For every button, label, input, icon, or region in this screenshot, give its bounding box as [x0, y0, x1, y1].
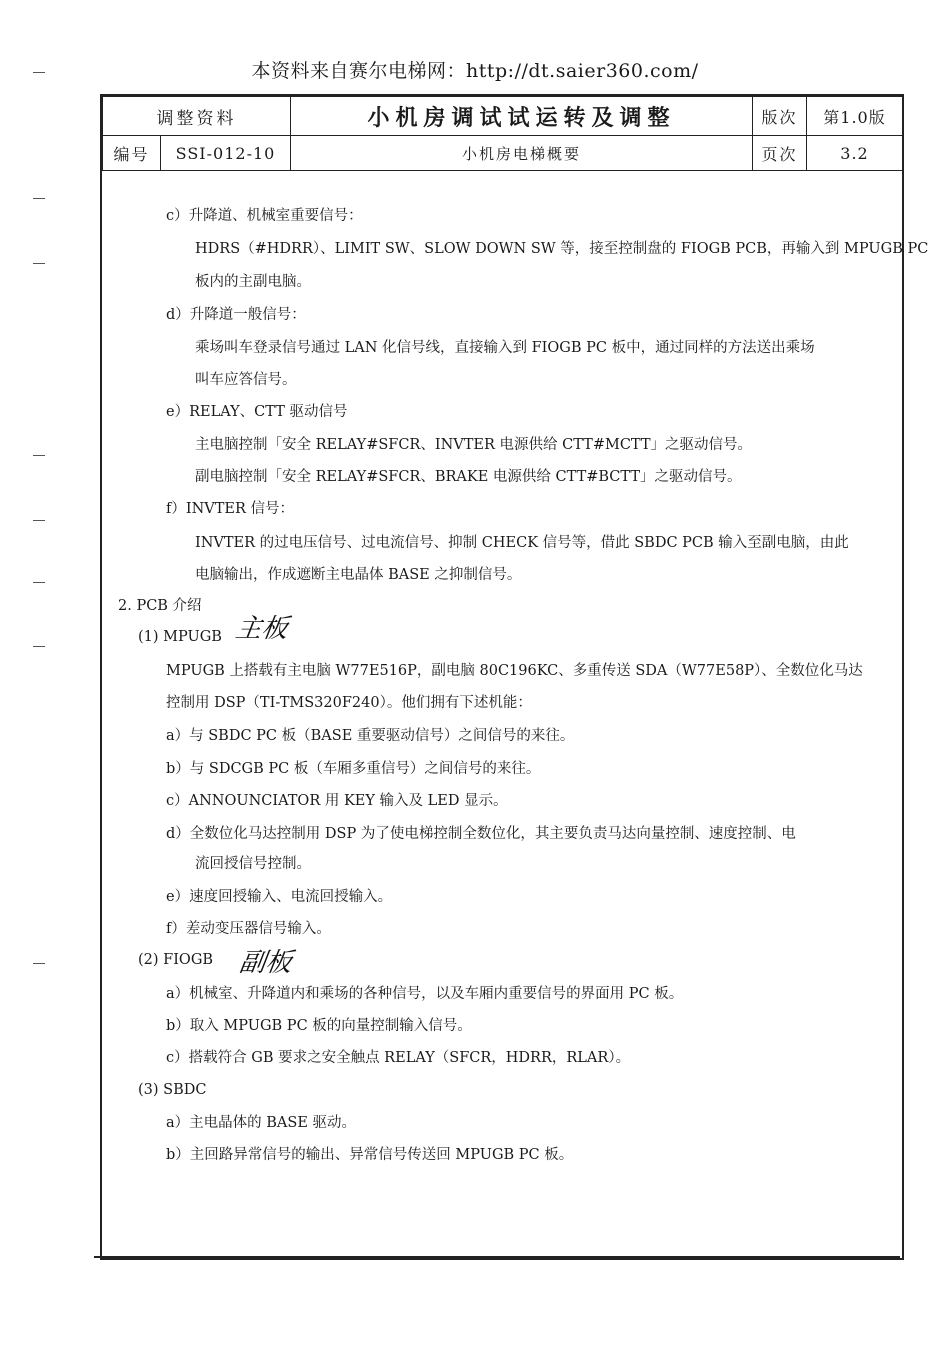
doc-main-title: 小机房调试试运转及调整 — [291, 97, 753, 136]
sub-1-item: e）速度回授输入、电流回授输入。 — [166, 889, 393, 905]
sub-1-text: 控制用 DSP（TI-TMS320F240）。他们拥有下述机能： — [166, 695, 532, 711]
bottom-rule — [94, 1256, 900, 1258]
sub-1-item: a）与 SBDC PC 板（BASE 重要驱动信号）之间信号的来往。 — [166, 728, 575, 744]
sub-1-title: (1) MPUGB — [138, 629, 222, 645]
sub-2-item: c）搭载符合 GB 要求之安全触点 RELAY（SFCR，HDRR，RLAR）。 — [166, 1050, 631, 1066]
doc-subtitle: 小机房电梯概要 — [291, 136, 753, 171]
edge-mark — [33, 520, 45, 521]
sub-3-title: (3) SBDC — [138, 1082, 207, 1098]
edge-mark — [33, 72, 45, 73]
edge-mark — [33, 455, 45, 456]
sub-1-item: f）差动变压器信号输入。 — [166, 921, 331, 937]
item-f-title: f）INVTER 信号： — [166, 501, 295, 517]
item-f-text: INVTER 的过电压信号、过电流信号、抑制 CHECK 信号等，借此 SBDC PCB 输入至副电脑，由此 — [195, 535, 849, 551]
item-c-title: c）升降道、机械室重要信号： — [166, 208, 363, 224]
item-d-text: 叫车应答信号。 — [195, 372, 297, 388]
page-label: 页次 — [753, 136, 807, 171]
handwritten-note: 主板 — [233, 614, 290, 644]
item-e-title: e）RELAY、CTT 驱动信号 — [166, 404, 348, 420]
edition-label: 版次 — [753, 97, 807, 136]
edge-mark — [33, 646, 45, 647]
item-f-text: 电脑输出，作成遮断主电晶体 BASE 之抑制信号。 — [195, 567, 522, 583]
section-2-title: 2. PCB 介绍 — [118, 598, 202, 614]
item-e-text: 主电脑控制「安全 RELAY#SFCR、INVTER 电源供给 CTT#MCTT」之驱动信号。 — [195, 437, 753, 453]
number-label: 编号 — [103, 136, 161, 171]
handwritten-note: 副板 — [237, 948, 294, 978]
sub-1-item: 流回授信号控制。 — [195, 856, 311, 872]
item-e-text: 副电脑控制「安全 RELAY#SFCR、BRAKE 电源供给 CTT#BCTT」之驱动信号。 — [195, 469, 742, 485]
sub-3-item: b）主回路异常信号的输出、异常信号传送回 MPUGB PC 板。 — [166, 1147, 574, 1163]
page-value: 3.2 — [807, 136, 903, 171]
sub-1-item: b）与 SDCGB PC 板（车厢多重信号）之间信号的来往。 — [166, 761, 541, 777]
sub-1-item: c）ANNOUNCIATOR 用 KEY 输入及 LED 显示。 — [166, 793, 508, 809]
edge-mark — [33, 263, 45, 264]
edition-value: 第1.0版 — [807, 97, 903, 136]
doc-category: 调整资料 — [103, 97, 291, 136]
edge-mark — [33, 198, 45, 199]
item-d-title: d）升降道一般信号： — [166, 307, 306, 323]
document-header — [102, 96, 903, 171]
sub-2-item: b）取入 MPUGB PC 板的向量控制输入信号。 — [166, 1018, 472, 1034]
sub-2-title: (2) FIOGB — [138, 952, 214, 968]
item-c-text: HDRS（#HDRR）、LIMIT SW、SLOW DOWN SW 等，接至控制盘的 FIOGB PCB，再输入到 MPUGB PC — [195, 241, 929, 257]
sub-2-item: a）机械室、升降道内和乘场的各种信号，以及车厢内重要信号的界面用 PC 板。 — [166, 986, 684, 1002]
document-frame — [100, 94, 929, 1260]
source-line: 本资料来自赛尔电梯网：http://dt.saier360.com/ — [251, 60, 699, 82]
sub-1-text: MPUGB 上搭载有主电脑 W77E516P，副电脑 80C196KC、多重传送 SDA（W77E58P）、全数位化马达 — [166, 663, 863, 679]
sub-1-item: d）全数位化马达控制用 DSP 为了使电梯控制全数位化，其主要负责马达向量控制、速度控制、电 — [166, 826, 796, 842]
item-d-text: 乘场叫车登录信号通过 LAN 化信号线，直接输入到 FIOGB PC 板中，通过同样的方法送出乘场 — [195, 340, 815, 356]
edge-mark — [33, 582, 45, 583]
edge-mark — [33, 963, 45, 964]
number-value: SSI-012-10 — [161, 136, 291, 171]
sub-3-item: a）主电晶体的 BASE 驱动。 — [166, 1115, 357, 1131]
item-c-text: 板内的主副电脑。 — [195, 274, 311, 290]
